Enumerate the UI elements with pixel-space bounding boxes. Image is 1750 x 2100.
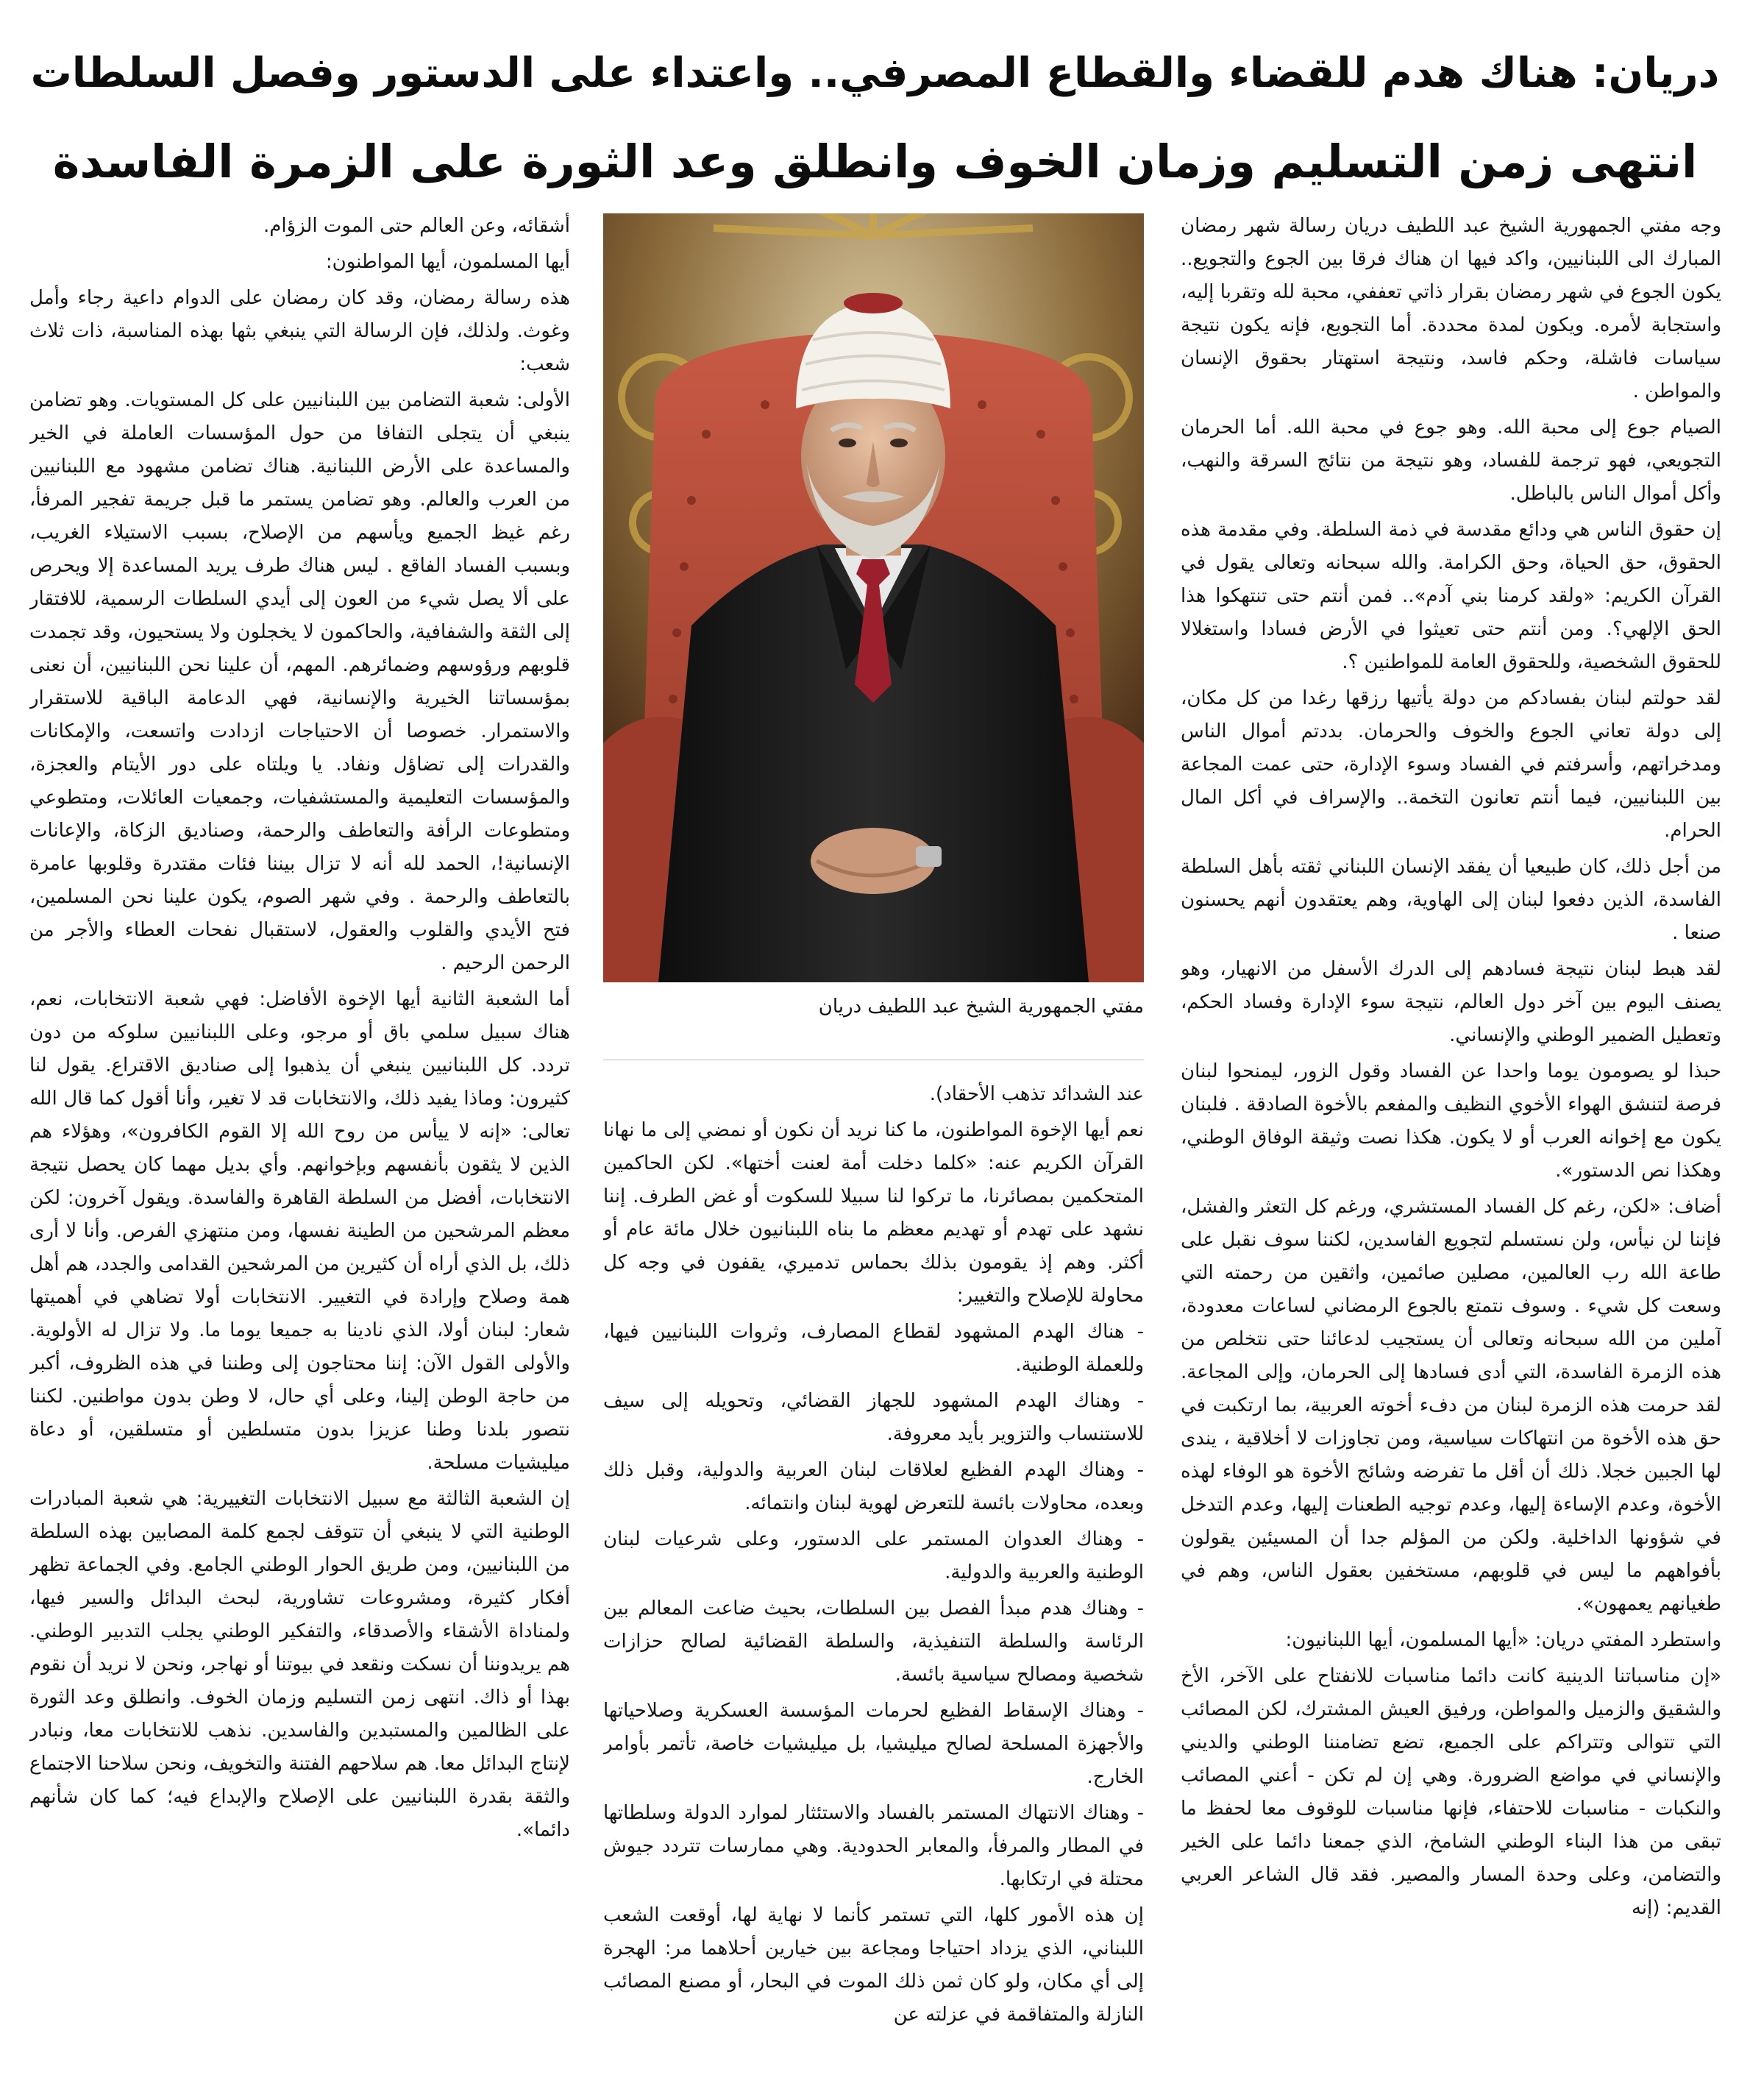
paragraph: - وهناك هدم مبدأ الفصل بين السلطات، بحيث ضاعت المعالم بين الرئاسة والسلطة التنفيذية، والسلطة القضائية لصالح حزازات شخصية ومصالح سياسية بائسة. — [603, 1597, 1144, 1686]
article-column-left — [29, 210, 570, 2079]
paragraph: من أجل ذلك، كان طبيعيا أن يفقد الإنسان اللبناني ثقته بأهل السلطة الفاسدة، الذين دفعوا لبنان إلى الهاوية، وهم يعتقدون أنهم يحسنون صنعا . — [1181, 856, 1721, 944]
headline-line-2: انتهى زمن التسليم وزمان الخوف وانطلق وعد الثورة على الزمرة الفاسدة — [52, 135, 1698, 188]
paragraph: - وهناك العدوان المستمر على الدستور، وعلى شرعيات لبنان الوطنية والعربية والدولية. — [603, 1528, 1144, 1583]
paragraph: نعم أيها الإخوة المواطنون، ما كنا نريد أن نكون أو نمضي إلى ما نهانا القرآن الكريم عنه: «كلما دخلت أمة لعنت أختها». لكن الحاكمين المتحكمين بمصائرنا، ما تركوا لنا سبيلا للسكوت أو غض الطرف. إننا نشهد على تهدم أو تهديم معظم ما بناه اللبنانيون خلال مائة عام أو أكثر. وهم إذ يقومون بذلك بحماس تدميري، يقفون في وجه كل محاولة للإصلاح والتغيير: — [603, 1119, 1144, 1307]
paragraph: إن الشعبة الثالثة مع سبيل الانتخابات التغييرية: هي شعبة المبادرات الوطنية التي لا ينبغي أن تتوقف لجمع كلمة المصابين بهذه السلطة من اللبنانيين، ومن طريق الحوار الوطني الجامع. وفي الجماعة تظهر أفكار كثيرة، ومشروعات تشاورية، لبحث البدائل والسير فيها، ولمناداة الأشقاء والأصدقاء، والتفكير الوطني يجلب التدبير الوطني. هم يريدوننا أن نسكت ونقعد في بيوتنا أو نهاجر، ونحن لا نريد أن نقوم بهذا أو ذاك. انتهى زمن التسليم وزمان الخوف. وانطلق وعد الثورة على الظالمين والمستبدين والفاسدين. نذهب للانتخابات معا، ونبادر لإنتاج البدائل معا. هم سلاحهم الفتنة والتخويف، ونحن سلاحنا الاجتماع والثقة بقدرة اللبنانيين على الإصلاح والإبداع فيه؛ كما كان شأنهم دائما». — [29, 1488, 570, 1841]
paragraph: أما الشعبة الثانية أيها الإخوة الأفاضل: فهي شعبة الانتخابات، نعم، هناك سبيل سلمي باق أو مرجو، وعلى اللبنانيين سلوكه من دون تردد. كل اللبنانيين ينبغي أن يذهبوا إلى صناديق الاقتراع. يقول لنا كثيرون: وماذا يفيد ذلك، والانتخابات قد لا تغير، وأنا أقول كما قال الله تعالى: «إنه لا ييأس من روح الله إلا القوم الكافرون»، وهؤلاء هم الذين لا يثقون بأنفسهم وبإخوانهم. وأي بديل مهما كان يحصل نتيجة الانتخابات، أفضل من السلطة القاهرة والفاسدة. ويقول آخرون: لكن معظم المرشحين من الطينة نفسها، ومن منتهزي الفرص. وأنا لا أرى ذلك، بل الذي أراه أن كثيرين من المرشحين القدامى والجدد، هم أهل همة وصلاح وإرادة في التغيير. الانتخابات أولا تضاهي في أهميتها شعار: لبنان أولا، الذي نادينا به جميعا يوما ما. ولا تزال له الأولوية. والأولى القول الآن: إننا محتاجون إلى وطننا في هذه الظروف، أكبر من حاجة الوطن إلينا، وعلى أي حال، لا وطن بدون مواطنين. لكننا نتصور بلدنا وطنا عزيزا بدون متسلطين أو متسلقين، أو دعاة ميليشيات مسلحة. — [29, 988, 570, 1474]
paragraph: إن حقوق الناس هي ودائع مقدسة في ذمة السلطة. وفي مقدمة هذه الحقوق، حق الحياة، وحق الكرامة. والله سبحانه وتعالى يقول في القرآن الكريم: «ولقد كرمنا بني آدم».. فمن أنتم حتى تنتهكوا هذا الحق الإلهي؟. ومن أنتم حتى تعيثوا في الأرض فسادا واستغلالا للحقوق الشخصية، وللحقوق العامة للمواطنين ؟. — [1181, 519, 1721, 673]
paragraph: الأولى: شعبة التضامن بين اللبنانيين على كل المستويات. وهو تضامن ينبغي أن يتجلى التفافا من حول المؤسسات العاملة في الخير والمساعدة على الأرض اللبنانية. هناك تضامن مشهود مع اللبنانيين من العرب والعالم. وهو تضامن يستمر ما قبل جريمة تفجير المرفأ، رغم غيظ الجميع ويأسهم من الإصلاح، بسبب الاستيلاء الغريب، وبسبب الفساد الفاقع . ليس هناك طرف يريد المساعدة إلا ويحرص على ألا يصل شيء من العون إلى أيدي السلطات الرسمية، للافتقار إلى الثقة والشفافية، والحاكمون لا يخجلون ولا يستحيون، وقد تجمدت قلوبهم ورؤوسهم وضمائرهم. المهم، أن علينا نحن اللبنانيين، أن نعنى بمؤسساتنا الخيرية والإنسانية، فهي الدعامة الباقية للاستقرار والاستمرار. خصوصا أن الاحتياجات ازدادت واتسعت، والإمكانات والقدرات إلى تضاؤل ونفاد. يا ويلتاه على دور الأيتام والعجزة، والمؤسسات التعليمية والمستشفيات، وجمعيات العائلات، ومتطوعي ومتطوعات الرأفة والتعاطف والرحمة، وصناديق الزكاة، والإعانات الإنسانية!، الحمد لله أنه لا تزال بيننا فئات مقتدرة وقلوبها عامرة بالتعاطف والرحمة . وفي شهر الصوم، يكون علينا نحن المسلمين، فتح الأيدي والقلوب والعقول، لاستقبال نفحات العطاء والأجر من الرحمن الرحيم . — [29, 389, 570, 974]
paragraph: لقد حولتم لبنان بفسادكم من دولة يأتيها رزقها رغدا من كل مكان، إلى دولة تعاني الجوع والخوف والحرمان. بددتم أموال الناس ومدخراتهم، وأسرفتم في الفساد وسوء الإدارة، حتى عمت المجاعة بين اللبنانيين، فيما أنتم تعانون التخمة.. والإسراف في أكل المال الحرام. — [1181, 687, 1721, 842]
paragraph: - وهناك الهدم الفظيع لعلاقات لبنان العربية والدولية، وقبل ذلك وبعده، محاولات بائسة للتعرض لهوية لبنان وانتمائه. — [603, 1459, 1144, 1514]
paragraph: - هناك الهدم المشهود لقطاع المصارف، وثروات اللبنانيين فيها، وللعملة الوطنية. — [603, 1321, 1144, 1376]
paragraph: حبذا لو يصومون يوما واحدا عن الفساد وقول الزور، ليمنحوا لبنان فرصة لتنشق الهواء الأخوي النظيف والمفعم بالأخوة الصادقة . فلبنان يكون مع إخوانه العرب أو لا يكون. هكذا نصت وثيقة الوفاق الوطني، وهكذا نص الدستور». — [1181, 1060, 1721, 1182]
headline-line-1: دريان: هناك هدم للقضاء والقطاع المصرفي.. واعتداء على الدستور وفصل السلطات — [30, 49, 1720, 97]
paragraph: لقد هبط لبنان نتيجة فسادهم إلى الدرك الأسفل من الانهيار، وهو يصنف اليوم بين آخر دول العالم، نتيجة سوء الإدارة وفساد الحكم، وتعطيل الضمير الوطني والإنساني. — [1181, 958, 1721, 1046]
portrait-illustration — [603, 213, 1144, 982]
paragraph: «إن مناسباتنا الدينية كانت دائما مناسبات للانفتاح على الآخر، الأخ والشقيق والزميل والمواطن، ورفيق العيش المشترك، لكن المصائب التي تتوالى وتتراكم على الجميع، تضع تضامننا الوطني والديني والإنساني في مواضع الضرورة. وهي إن لم تكن - أعني المصائب والنكبات - مناسبات للاحتفاء، فإنها مناسبات للوقوف معا لحفظ ما تبقى من هذا البناء الوطني الشامخ، الذي جمعنا دائما على الخير والتضامن، وعلى وحدة المسار والمصير. فقد قال الشاعر العربي القديم: (إنه — [1181, 1665, 1721, 1919]
paragraph: عند الشدائد تذهب الأحقاد). — [929, 1083, 1144, 1105]
paragraph: - وهناك الإسقاط الفظيع لحرمات المؤسسة العسكرية وصلاحياتها والأجهزة المسلحة لصالح ميليشيا، بل ميليشيات خاصة، تأتمر بأوامر الخارج. — [603, 1700, 1144, 1788]
article-column-right — [1181, 210, 1721, 2079]
photo-caption: مفتي الجمهورية الشيخ عبد اللطيف دريان — [818, 996, 1144, 1018]
paragraph: هذه رسالة رمضان، وقد كان رمضان على الدوام داعية رجاء وأمل وغوث. ولذلك، فإن الرسالة التي ينبغي بثها بهذه المناسبة، ذات ثلاث شعب: — [29, 287, 570, 375]
paragraph: الصيام جوع إلى محبة الله. وهو جوع في محبة الله. أما الحرمان التجويعي، فهو ترجمة للفساد، وهو نتيجة من نتائج السرقة والنهب، وأكل أموال الناس بالباطل. — [1181, 416, 1721, 505]
mufti-photo — [603, 213, 1144, 982]
paragraph: أشقائه، وعن العالم حتى الموت الزؤام. — [263, 215, 570, 237]
paragraph: إن هذه الأمور كلها، التي تستمر كأنما لا نهاية لها، أوقعت الشعب اللبناني، الذي يزداد احتياجا ومجاعة بين خيارين أحلاهما مر: الهجرة إلى أي مكان، ولو كان ثمن ذلك الموت في البحار، أو مصنع المصائب النازلة والمتفاقمة في عزلته عن — [603, 1904, 1144, 2026]
paragraph: - وهناك الهدم المشهود للجهاز القضائي، وتحويله إلى سيف للاستنساب والتزوير بأيد معروفة. — [603, 1390, 1144, 1445]
paragraph: أضاف: «لكن، رغم كل الفساد المستشري، ورغم كل التعثر والفشل، فإننا لن نيأس، ولن نستسلم لتجويع الفاسدين، لكننا سوف نقبل على طاعة الله رب العالمين، مصلين صائمين، واثقين من رحمته التي وسعت كل شيء . وسوف نتمتع بالجوع الرمضاني لساعات معدودة، آملين من الله سبحانه وتعالى أن يستجيب لدعائنا حتى نتخلص من هذه الزمرة الفاسدة، التي أدى فسادها إلى الحرمان، وإلى المجاعة. لقد حرمت هذه الزمرة لبنان من دفء أخوته العربية، بما ارتكبت في حق هذه الأخوة من انتهاكات سياسية، ومن تجاوزات لا أخلاقية ، يندى لها الجبين خجلا. ذلك أن أقل ما تفرضه وشائج الأخوة هو الوفاء لهذه الأخوة، وعدم الإساءة إليها، وعدم توجيه الطعنات إليها، وعدم التدخل في شؤونها الداخلية. ولكن من المؤلم جدا أن المسيئين يقولون بأفواههم ما ليس في قلوبهم، مستخفين بعقول الناس، وهم في طغيانهم يعمهون». — [1181, 1196, 1721, 1615]
article-column-middle — [603, 1078, 1144, 2079]
paragraph: أيها المسلمون، أيها المواطنون: — [325, 251, 570, 273]
paragraph: - وهناك الانتهاك المستمر بالفساد والاستئثار لموارد الدولة وسلطاتها في المطار والمرفأ، والمعابر الحدودية. وهي ممارسات تتردد جيوش محتلة في ارتكابها. — [603, 1802, 1144, 1890]
paragraph: واستطرد المفتي دريان: «أيها المسلمون، أيها اللبنانيون: — [1285, 1629, 1721, 1651]
paragraph: وجه مفتي الجمهورية الشيخ عبد اللطيف دريان رسالة شهر رمضان المبارك الى اللبنانيين، واكد فيها ان هناك فرقا بين الجوع والتجويع.. يكون الجوع في شهر رمضان بقرار ذاتي تعففي، محبة لله وتقربا إليه، واستجابة لأمره. ويكون لمدة محددة. أما التجويع، فإنه يكون نتيجة سياسات فاشلة، وحكم فاسد، ونتيجة استهتار بحقوق الإنسان والمواطن . — [1181, 215, 1721, 402]
